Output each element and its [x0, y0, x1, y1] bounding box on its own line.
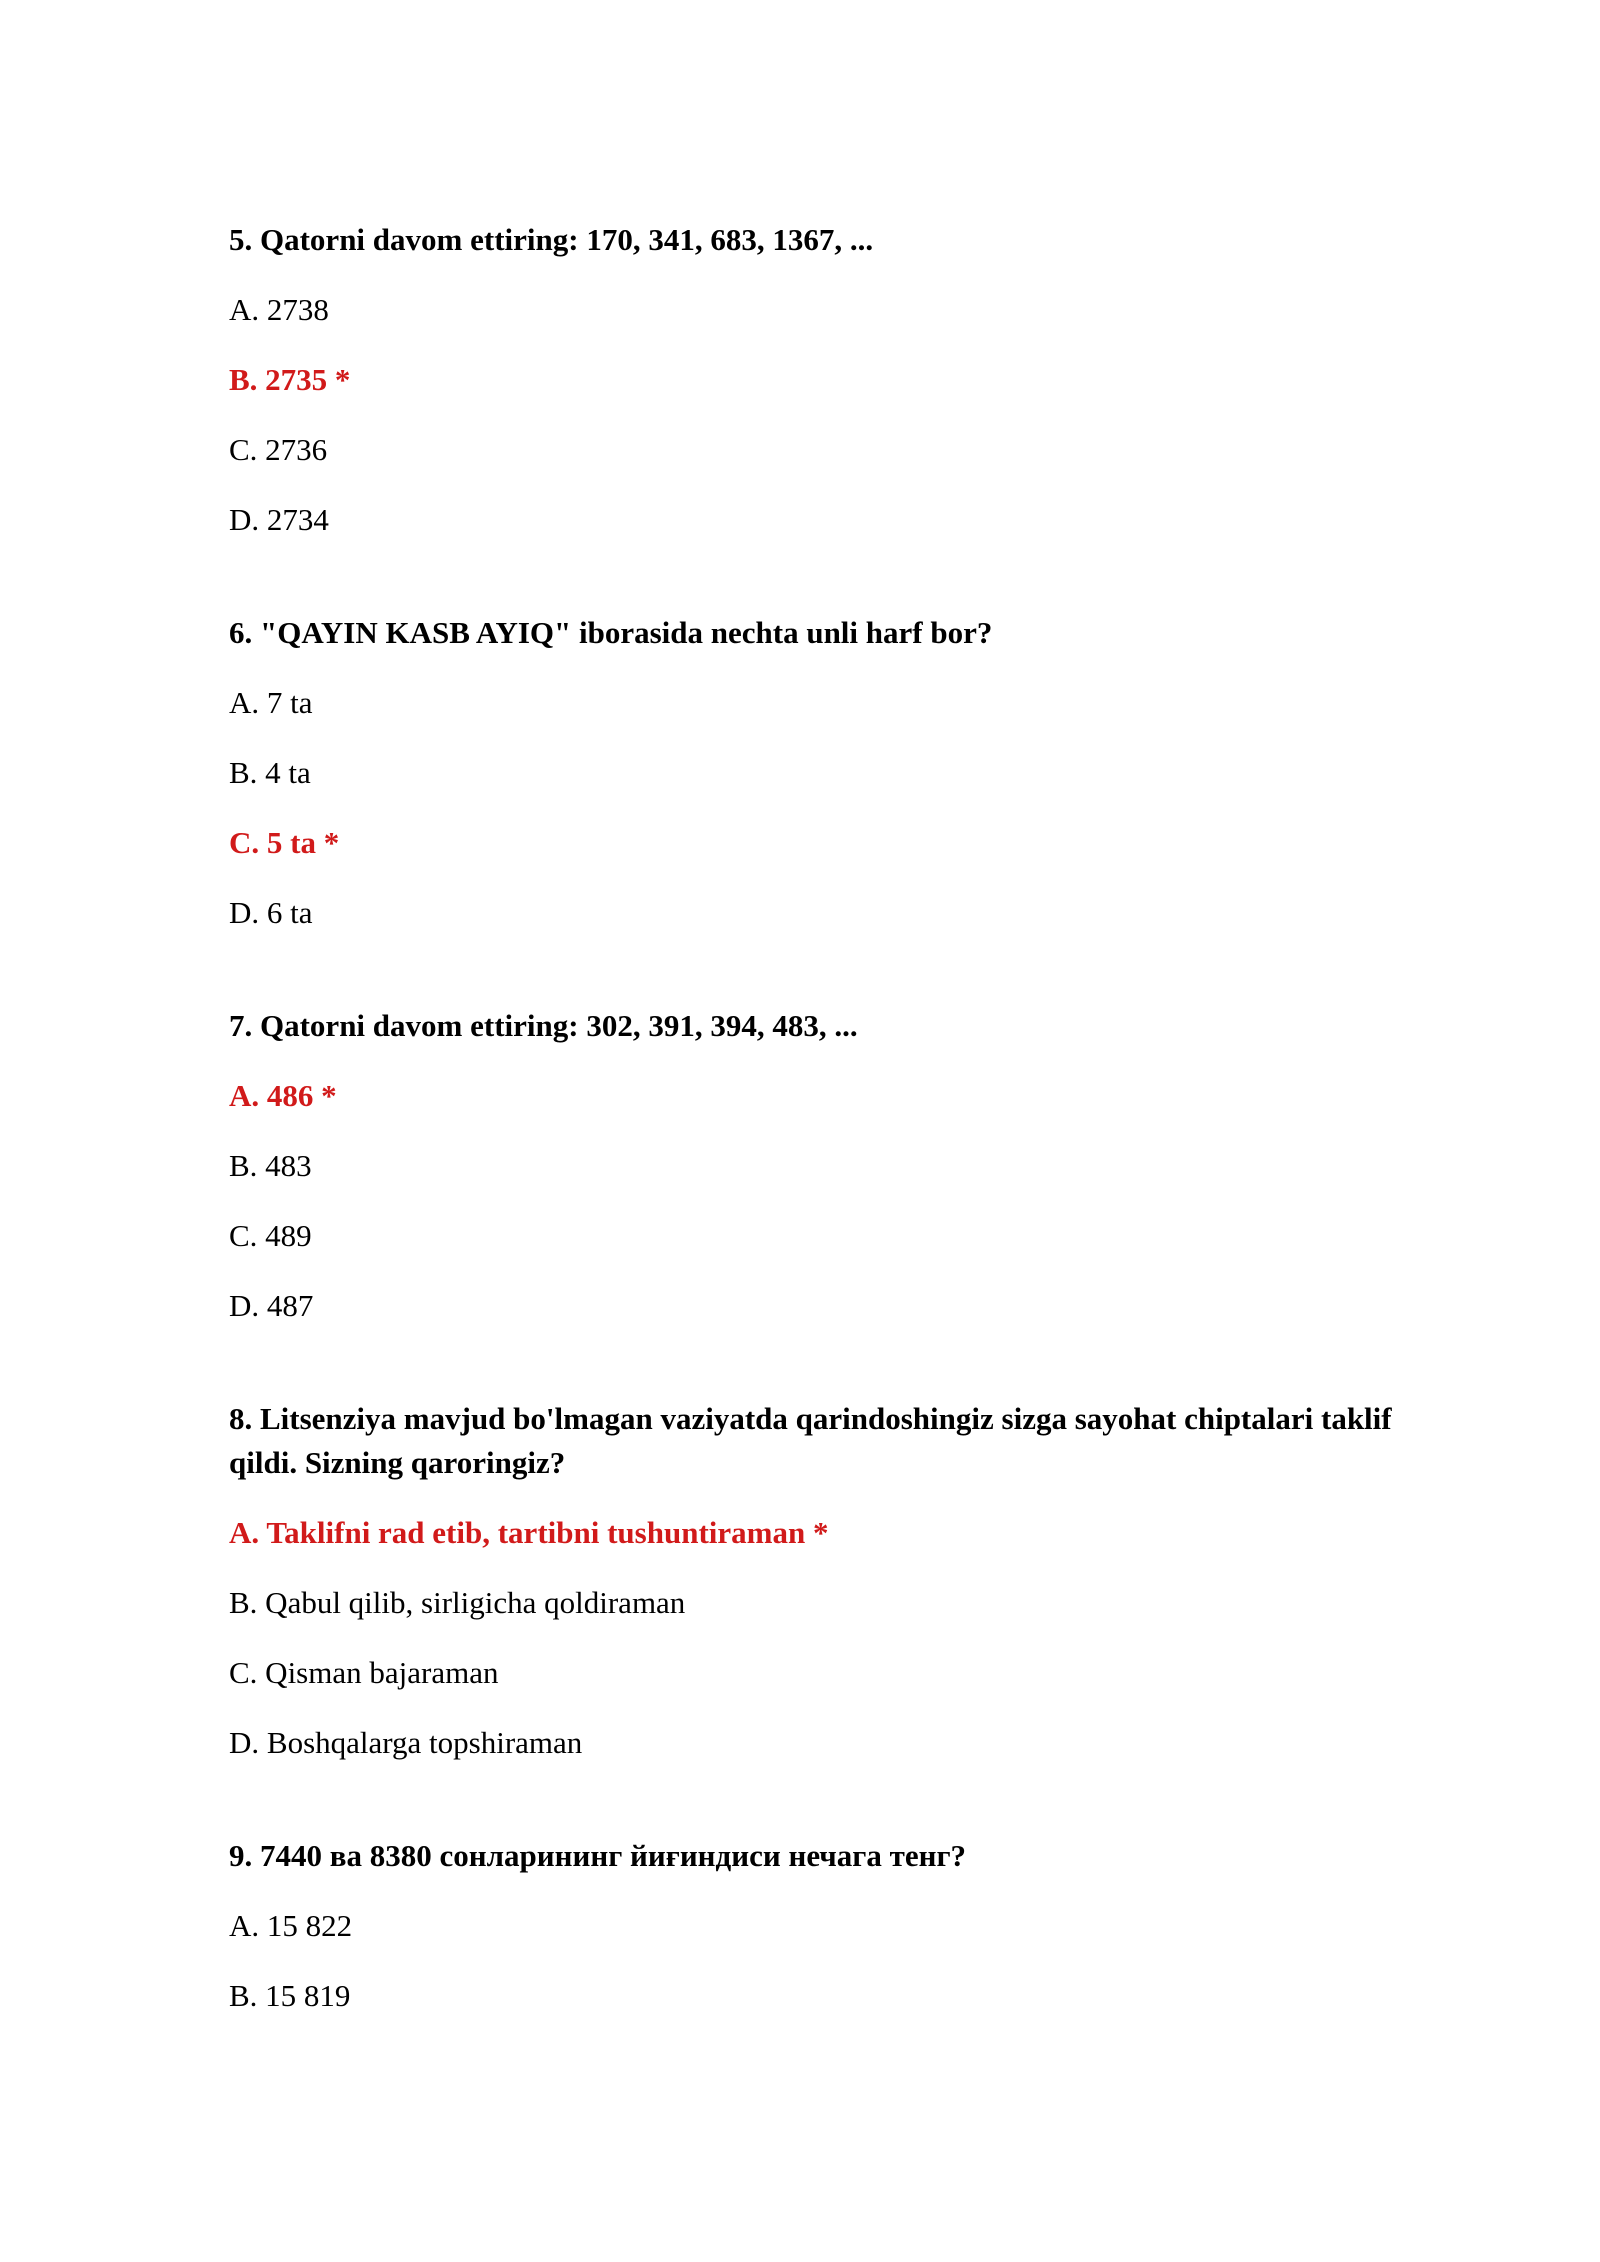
question-6	[229, 611, 1459, 935]
option-b-correct: B. 2735 *	[229, 362, 351, 397]
question-text: 5. Qatorni davom ettiring: 170, 341, 683, 1367, ...	[229, 222, 874, 257]
question-text: 8. Litsenziya mavjud bo'lmagan vaziyatda qarindoshingiz sizga sayohat chiptalari taklif qildi. Sizning qaroringiz?	[229, 1401, 1392, 1480]
option-d: D. 487	[229, 1288, 314, 1323]
option-d: D. 6 ta	[229, 895, 313, 930]
document-page	[229, 218, 1459, 2087]
option-c: C. 2736	[229, 432, 328, 467]
option-a: A. 7 ta	[229, 685, 313, 720]
option-b: B. 15 819	[229, 1978, 351, 2013]
option-c: C. 489	[229, 1218, 312, 1253]
question-7	[229, 1004, 1459, 1328]
option-c-correct: C. 5 ta *	[229, 825, 340, 860]
question-text: 6. "QAYIN KASB AYIQ" iborasida nechta unli harf bor?	[229, 615, 993, 650]
option-b: B. Qabul qilib, sirligicha qoldiraman	[229, 1585, 686, 1620]
option-d: D. Boshqalarga topshiraman	[229, 1725, 583, 1760]
option-a-correct: A. Taklifni rad etib, tartibni tushuntiraman *	[229, 1515, 829, 1550]
option-a: A. 15 822	[229, 1908, 353, 1943]
question-8	[229, 1397, 1459, 1765]
question-5	[229, 218, 1459, 542]
question-9	[229, 1834, 1459, 2018]
question-text: 9. 7440 ва 8380 сонларининг йиғиндиси нечага тенг?	[229, 1838, 967, 1873]
question-text: 7. Qatorni davom ettiring: 302, 391, 394, 483, ...	[229, 1008, 858, 1043]
option-a: A. 2738	[229, 292, 329, 327]
option-b: B. 483	[229, 1148, 312, 1183]
option-d: D. 2734	[229, 502, 329, 537]
option-b: B. 4 ta	[229, 755, 311, 790]
option-a-correct: A. 486 *	[229, 1078, 337, 1113]
option-c: C. Qisman bajaraman	[229, 1655, 499, 1690]
